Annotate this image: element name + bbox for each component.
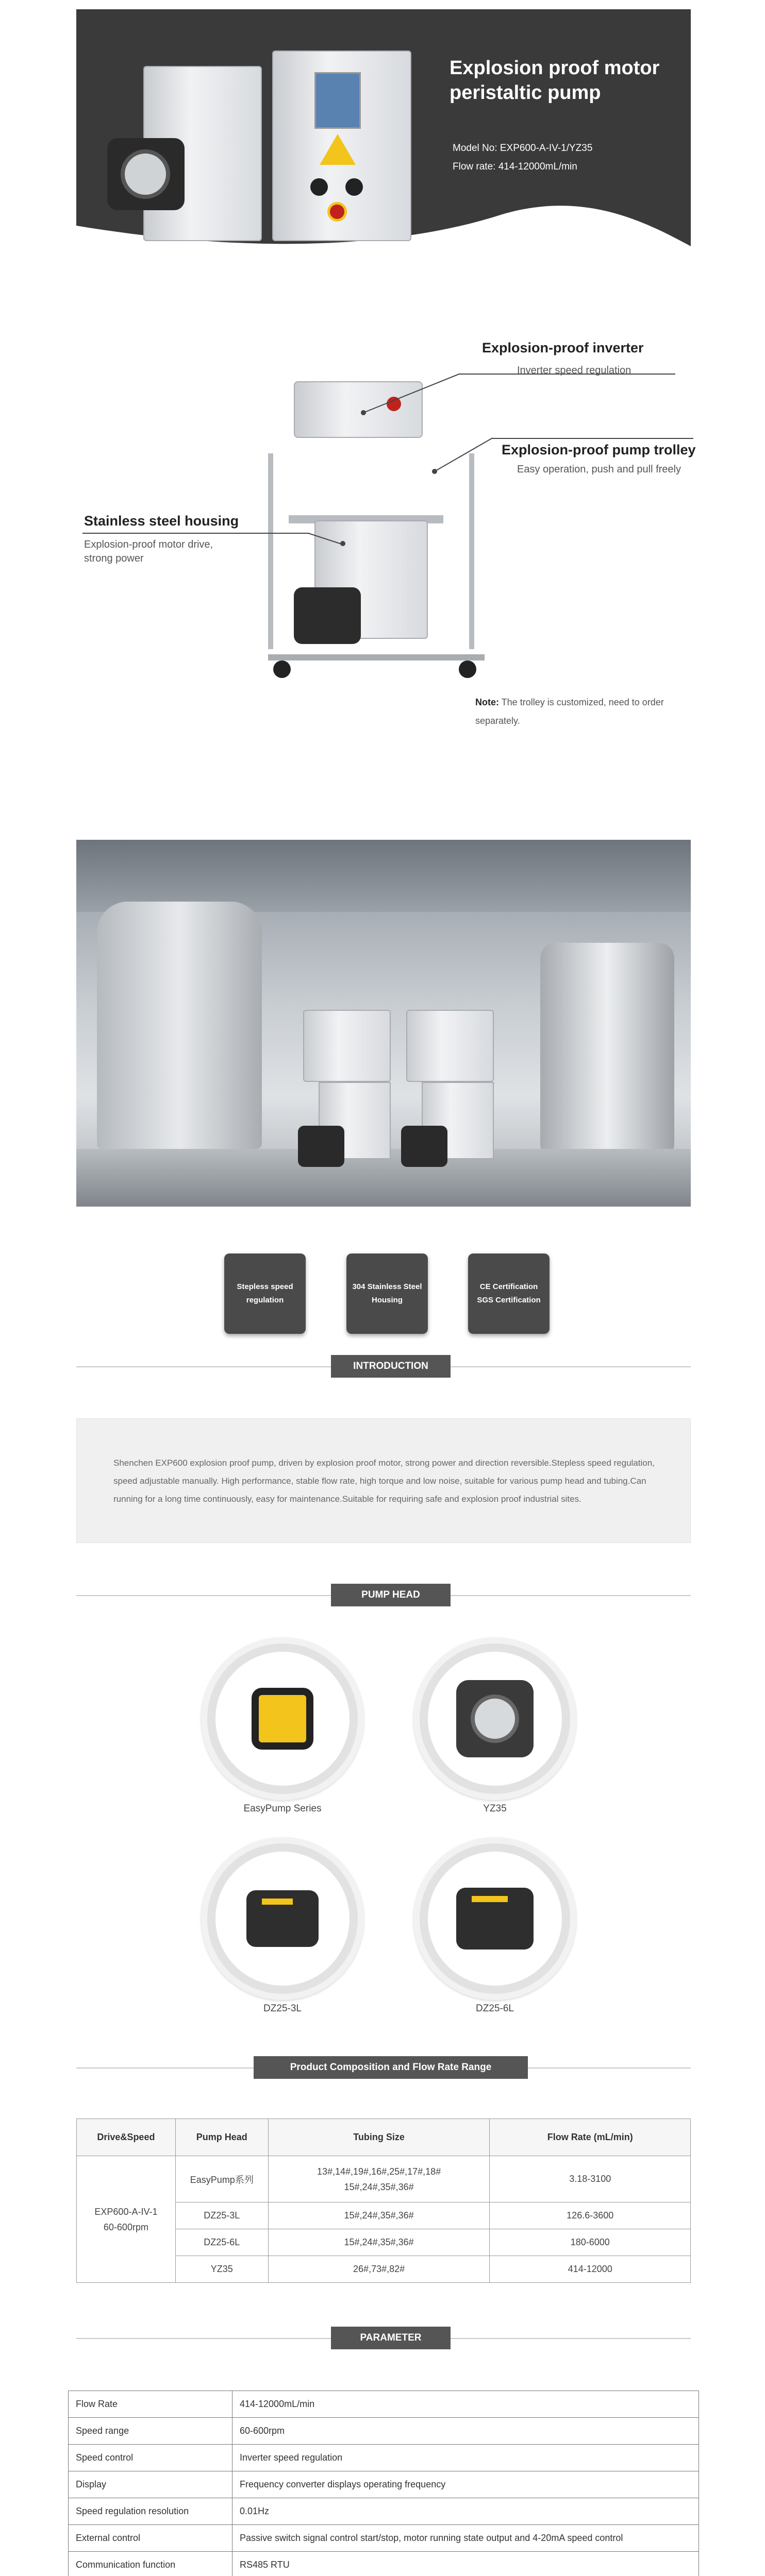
hero-specs [453,139,592,176]
trolley-callout-title: Explosion-proof pump trolley [502,442,696,457]
parameter-value: 0.01Hz [232,2498,699,2525]
parameter-row [69,2471,699,2498]
parameter-row [69,2445,699,2471]
head-cell: DZ25-6L [175,2229,268,2256]
parameter-row [69,2418,699,2445]
hero-banner [76,9,691,277]
parameter-key: Communication function [69,2552,232,2576]
flow-cell: 414-12000 [490,2256,691,2283]
parameter-value: Frequency converter displays operating frequency [232,2471,699,2498]
parameter-key: Speed control [69,2445,232,2471]
flow-cell: 3.18-3100 [490,2156,691,2202]
control-box-image [272,50,411,241]
parameter-value: 414-12000mL/min [232,2391,699,2418]
inverter-callout-text: Inverter speed regulation [517,365,631,376]
trolley-wheel [273,660,291,678]
trolley-note [475,693,692,730]
parameter-value: Passive switch signal control start/stop, motor running state output and 4-20mA speed control [232,2525,699,2552]
housing-callout-title: Stainless steel housing [84,513,239,529]
parameter-table [68,2391,699,2576]
model-number: Model No: EXP600-A-IV-1/YZ35 [453,143,593,154]
introduction-text: Shenchen EXP600 explosion proof pump, driven by explosion proof motor, strong power and direction reversible.Stepless speed regulation, speed adjustable manually. High performance, stable flow rate, high torque and low noise, suitable for various pump head and tubing.Can running for a long time continuously, easy for maintenance.Suitable for requiring safe and explosion proof industrial sites. [113,1458,655,1504]
feature-tile-speed: Stepless speed regulation [224,1253,306,1334]
tubing-cell: 15#,24#,35#,36# [268,2202,490,2229]
parameter-key: Speed regulation resolution [69,2498,232,2525]
trolley-base [268,654,485,660]
parameter-row [69,2391,699,2418]
head-cell: YZ35 [175,2256,268,2283]
table-row [77,2156,691,2202]
table-header: Drive&Speed [77,2119,176,2156]
parameter-header: PARAMETER [331,2327,451,2349]
flow-rate-table [76,2119,691,2283]
introduction-header: INTRODUCTION [331,1355,451,1378]
inverter-callout-title: Explosion-proof inverter [482,340,644,355]
parameter-row [69,2525,699,2552]
parameter-key: Display [69,2471,232,2498]
parameter-value: Inverter speed regulation [232,2445,699,2471]
callout-dot [340,541,345,546]
note-label: Note: [475,697,499,707]
pump-head-label: DZ25-6L [476,2003,514,2014]
tubing-cell: 15#,24#,35#,36# [268,2229,490,2256]
table-header: Flow Rate (mL/min) [490,2119,691,2156]
factory-photo [76,840,691,1207]
pump-head-yz35 [413,1637,576,1800]
head-cell: EasyPump系列 [175,2156,268,2202]
flow-cell: 126.6-3600 [490,2202,691,2229]
inverter-image [278,381,495,459]
tubing-cell: 26#,73#,82# [268,2256,490,2283]
table-header: Tubing Size [268,2119,490,2156]
pump-head-easypump [201,1637,364,1800]
flow-rate: Flow rate: 414-12000mL/min [453,161,577,172]
pump-head-label: YZ35 [483,1803,507,1814]
feature-tile-certification: CE Certification SGS Certification [468,1253,550,1334]
flow-cell: 180-6000 [490,2229,691,2256]
pump-head-dz25-6l [413,1837,576,2000]
pump-head-header: PUMP HEAD [331,1584,451,1606]
table-header: Pump Head [175,2119,268,2156]
parameter-row [69,2552,699,2576]
pump-head-label: EasyPump Series [243,1803,322,1814]
head-cell: DZ25-3L [175,2202,268,2229]
callout-line [492,438,693,439]
tubing-cell: 13#,14#,19#,16#,25#,17#,18# 15#,24#,35#,36# [268,2156,490,2202]
pump-head-label: DZ25-3L [263,2003,302,2014]
trolley-callout-text: Easy operation, push and pull freely [517,464,681,475]
drive-cell: EXP600-A-IV-1 60-600rpm [77,2156,176,2283]
parameter-row [69,2498,699,2525]
parameter-key: Flow Rate [69,2391,232,2418]
parameter-key: External control [69,2525,232,2552]
note-text: The trolley is customized, need to order separately. [475,697,664,726]
callout-line [82,533,309,534]
trolley-pump-head [294,587,361,644]
trolley-wheel [459,660,476,678]
parameter-key: Speed range [69,2418,232,2445]
composition-header: Product Composition and Flow Rate Range [254,2056,528,2079]
housing-callout-text: Explosion-proof motor drive, strong power [84,539,213,564]
hero-title: Explosion proof motor peristaltic pump [450,57,660,104]
parameter-value: RS485 RTU [232,2552,699,2576]
parameter-value: 60-600rpm [232,2418,699,2445]
feature-tile-housing: 304 Stainless Steel Housing [346,1253,428,1334]
pump-head-image [107,138,185,210]
pump-head-dz25-3l [201,1837,364,2000]
